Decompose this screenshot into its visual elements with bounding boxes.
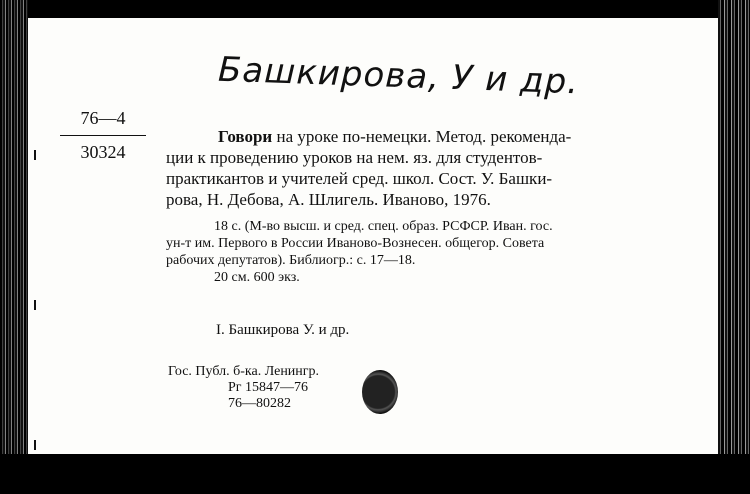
holding-info xyxy=(168,364,319,412)
scan-left-edge xyxy=(0,0,28,494)
tracing-entry: I. Башкирова У. и др. xyxy=(216,322,350,338)
shelfmark-top: 76—4 xyxy=(80,108,126,128)
shelfmark-divider xyxy=(60,135,146,136)
notes-line-4: 20 см. 600 экз. xyxy=(214,270,300,285)
edge-mark xyxy=(34,440,36,450)
edge-mark xyxy=(34,150,36,160)
scan-bottom-band xyxy=(0,454,750,494)
notes-line-3: рабочих депутатов). Библиогр.: с. 17—18. xyxy=(166,253,416,268)
entry-line-1-rest: на уроке по-немецки. Метод. рекоменда- xyxy=(272,127,572,146)
entry-notes xyxy=(166,218,726,286)
punch-hole xyxy=(362,370,398,414)
notes-line-2: ун-т им. Первого в России Иваново-Вознесен. общегор. Совета xyxy=(166,236,545,251)
notes-line-1: 18 с. (М-во высш. и сред. спец. образ. РСФСР. Иван. гос. xyxy=(214,219,553,234)
entry-title-word: Говори xyxy=(218,127,273,146)
bibliographic-entry xyxy=(166,126,726,210)
holding-number: Рг 15847—76 xyxy=(228,380,309,395)
holding-card-number: 76—80282 xyxy=(228,396,291,411)
shelfmark xyxy=(48,108,158,163)
holding-library: Гос. Публ. б-ка. Ленингр. xyxy=(168,364,320,379)
handwritten-author-note: Башкирова, У и др. xyxy=(217,49,580,103)
entry-line-3: практикантов и учителей сред. школ. Сост. У. Башки- xyxy=(166,169,553,188)
entry-line-4: рова, Н. Дебова, А. Шлигель. Иваново, 1976. xyxy=(166,190,491,209)
edge-mark xyxy=(34,300,36,310)
entry-line-1 xyxy=(166,126,726,147)
entry-line-2: ции к проведению уроков на нем. яз. для студентов- xyxy=(166,148,543,167)
shelfmark-bottom: 30324 xyxy=(80,142,126,162)
